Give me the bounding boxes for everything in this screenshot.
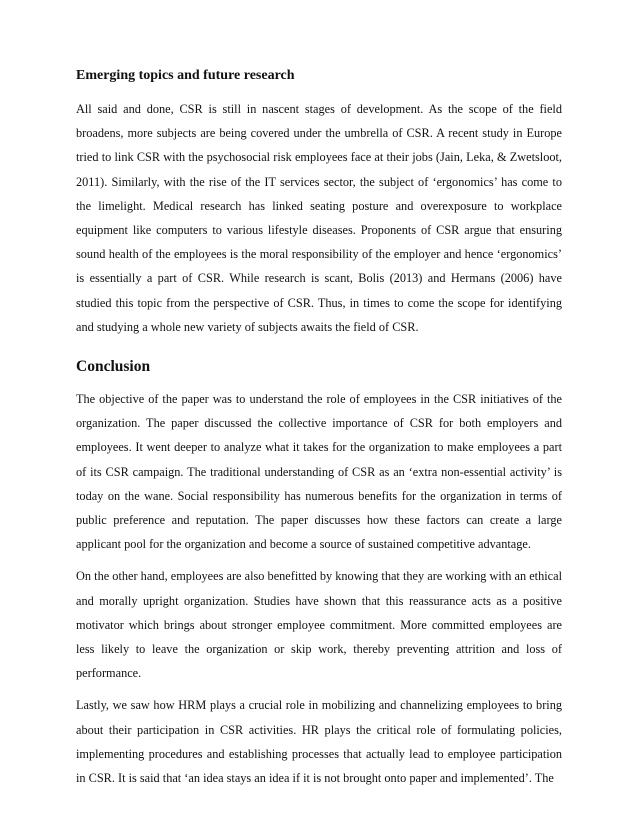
section-heading-conclusion: Conclusion (76, 358, 151, 376)
paragraph-conclusion-3: Lastly, we saw how HRM plays a crucial role in mobilizing and channelizing employees to bring about their participation in CSR activities. HR plays the critical role of formulating policies, implementing procedures and establishing processes that actually lead to employee participation in CSR. It is said that ‘an idea stays an idea if it is not brought onto paper and implemented’. The (76, 698, 562, 786)
page-content (76, 67, 562, 790)
paragraph-conclusion-2: On the other hand, employees are also benefitted by knowing that they are working with an ethical and morally upright organization. Studies have shown that this reassurance acts as a positive motivator which brings about stronger employee commitment. More committed employees are less likely to leave the organization or skip work, thereby preventing attrition and loss of performance. (76, 569, 562, 681)
paragraph-emerging-topics: All said and done, CSR is still in nascent stages of development. As the scope of the field broadens, more subjects are being covered under the umbrella of CSR. A recent study in Europe tried to link CSR with the psychosocial risk employees face at their jobs (Jain, Leka, & Zwetsloot, 2011). Similarly, with the rise of the IT services sector, the subject of ‘ergonomics’ has come to the limelight. Medical research has linked seating posture and overexposure to workplace equipment like computers to various lifestyle diseases. Proponents of CSR argue that ensuring sound health of the employees is the moral responsibility of the employer and hence ‘ergonomics’ is essentially a part of CSR. While research is scant, Bolis (2013) and Hermans (2006) have studied this topic from the perspective of CSR. Thus, in times to come the scope for identifying and studying a whole new variety of subjects awaits the field of CSR. (76, 102, 562, 334)
section-heading-emerging-topics: Emerging topics and future research (76, 68, 295, 83)
paragraph-conclusion-1: The objective of the paper was to understand the role of employees in the CSR initiatives of the organization. The paper discussed the collective importance of CSR for both employers and employees. It went deeper to analyze what it takes for the organization to make employees a part of its CSR campaign. The traditional understanding of CSR as an ‘extra non-essential activity’ is today on the wane. Social responsibility has numerous benefits for the organization in terms of public preference and reputation. The paper discusses how these factors can create a large applicant pool for the organization and become a source of sustained competitive advantage. (76, 392, 562, 552)
